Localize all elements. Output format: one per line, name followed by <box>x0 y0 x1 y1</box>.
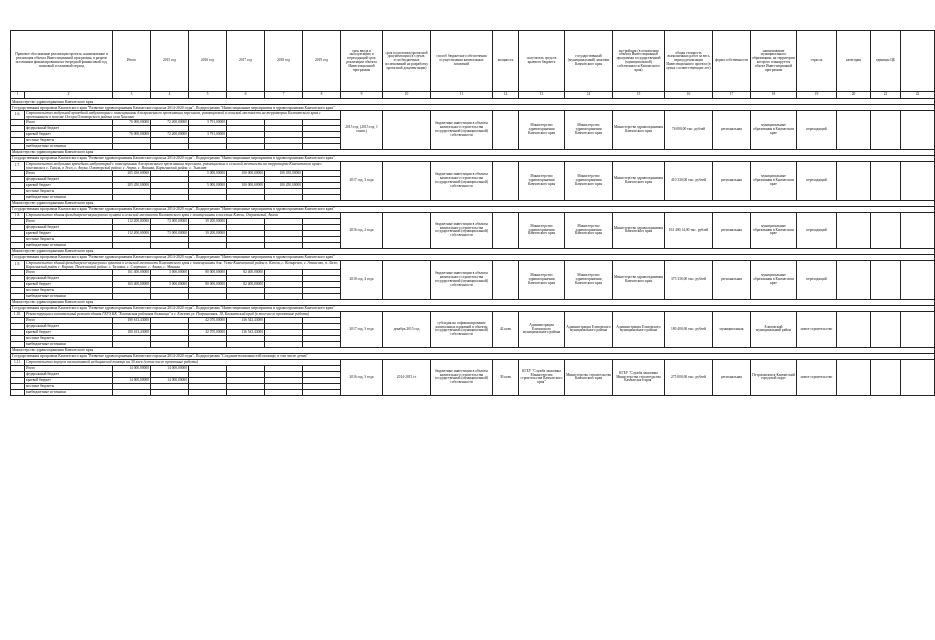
column-number: 3 <box>113 92 151 99</box>
amount-cell: 205 450,00000 <box>113 170 151 176</box>
developer-cell: Министерство здравоохранения Камчатского края <box>613 161 665 200</box>
municipality-cell: Елизовский муниципальный район <box>751 311 797 347</box>
column-number: 19 <box>797 92 837 99</box>
recipient-cell: Министерство здравоохранения Камчатского края <box>519 260 565 299</box>
amount-cell: 100 000,00000 <box>227 182 265 188</box>
amount-cell <box>151 389 189 395</box>
source-label: внебюджетные источники <box>25 293 113 299</box>
developer-cell: Министерство здравоохранения Камчатского края <box>613 212 665 248</box>
developer-cell: Министерство здравоохранения Камчатского края <box>613 111 665 150</box>
empty-cell <box>871 111 901 150</box>
ministry-label: Министерство здравоохранения Камчатского края <box>11 149 935 155</box>
prep-cell <box>383 161 431 200</box>
empty-cell <box>901 212 935 248</box>
recipient-cell: Министерство здравоохранения Камчатского края <box>519 161 565 200</box>
amount-cell: 76 000,00000 <box>113 119 151 125</box>
amount-cell: 76 000,00000 <box>113 131 151 137</box>
column-number: 1 <box>11 92 25 99</box>
ministry-label: Министерство здравоохранения Камчатского края <box>11 99 935 105</box>
amount-cell: 3 791,00000 <box>189 119 227 125</box>
object-number: 1.11. <box>11 359 25 365</box>
method-cell: бюджетные инвестиции в объекты капитального строительства государственной (муниципальной) собственности <box>431 111 493 150</box>
ownership-cell: муниципальная <box>713 311 751 347</box>
empty-cell <box>901 311 935 347</box>
cost-cell: 163 400,14,00 тыс. рублей <box>665 212 713 248</box>
header-recipient: получатель средств краевого бюджета <box>519 31 565 92</box>
source-label: краевой бюджет <box>25 329 113 335</box>
amount-cell <box>189 389 227 395</box>
header-2018: 2018 год <box>265 31 303 92</box>
deadline-cell: 2016 год, 2 года <box>341 212 383 248</box>
source-label: внебюджетные источники <box>25 242 113 248</box>
empty-cell <box>837 260 871 299</box>
amount-cell: 73 000,00000 <box>151 218 189 224</box>
column-number: 7 <box>265 92 303 99</box>
object-title: Реконструкция и капитальный ремонт здания ГБУЗ КК "Елизовская районная больница" в г. Елизово ул. Пограничная, 18, Камчатский край (в том числе проектные работы) <box>25 311 341 317</box>
method-cell: бюджетные инвестиции в объекты капитального строительства государственной (муниципальной) собственности <box>431 260 493 299</box>
source-label: федеральный бюджет <box>25 176 113 182</box>
column-number: 22 <box>901 92 935 99</box>
developer-cell: Администрация Елизовского муниципального района <box>613 311 665 347</box>
empty-cell <box>837 111 871 150</box>
empty-cell <box>871 212 901 248</box>
empty-cell <box>871 161 901 200</box>
empty-cell <box>901 260 935 299</box>
header-deadline: срок ввода в эксплуатацию и переходящий срок реализации объекта Инвестиционной программы <box>341 31 383 92</box>
prep-cell: декабрь 2015 год <box>383 311 431 347</box>
amount-cell: 112 200,00000 <box>113 230 151 236</box>
column-number: 21 <box>871 92 901 99</box>
source-label: Итого <box>25 170 113 176</box>
header-municipality: наименование муниципального образования, на территории которого планируется объект Инвестиционной программы <box>751 31 797 92</box>
object-number: 1.9. <box>11 260 25 269</box>
ownership-cell: региональная <box>713 161 751 200</box>
amount-cell <box>113 389 151 395</box>
program-label: Государственная программа Камчатского края "Развитие здравоохранения Камчатского края на 2014-2020 годы", Подпрограмма "Инвестиционные мероприятия в здравоохранении Камчатского края" <box>11 105 935 111</box>
cost-cell: 76 000,00 тыс. рублей <box>665 111 713 150</box>
amount-cell: 72 200,00000 <box>151 131 189 137</box>
amount-cell: 80 000,00000 <box>189 269 227 275</box>
column-number: 15 <box>613 92 665 99</box>
power-cell <box>493 212 519 248</box>
object-number: 1.7. <box>11 161 25 170</box>
column-number: 17 <box>713 92 751 99</box>
column-number: 11 <box>431 92 493 99</box>
source-label: федеральный бюджет <box>25 224 113 230</box>
power-cell <box>493 161 519 200</box>
deadline-cell: 2018 год, 4 года <box>341 260 383 299</box>
header-customer: государственный (муниципальный) заказчик Камчатского края <box>565 31 613 92</box>
method-cell: бюджетные инвестиции в объекты капитального строительства государственной (муниципальной) собственности <box>431 212 493 248</box>
recipient-cell: КГБУ "Служба заказчика Министерства строительства Камчатского края" <box>519 359 565 395</box>
empty-cell <box>901 111 935 150</box>
amount-cell: 180 613,43000 <box>113 317 151 323</box>
header-2015: 2015 год <box>151 31 189 92</box>
deadline-cell: 2016 год, 3 года <box>341 359 383 395</box>
municipality-cell: муниципальные образования в Камчатском крае <box>751 161 797 200</box>
customer-cell: Министерство здравоохранения Камчатского края <box>565 212 613 248</box>
amount-cell: 80 000,00000 <box>189 281 227 287</box>
amount-cell: 14 000,00000 <box>113 365 151 371</box>
ministry-label: Министерство здравоохранения Камчатского края <box>11 299 935 305</box>
object-title: Строительство модульной врачебной амбулатории с помещениями для временного проживания персонала, размещаемой в сельской местности на территории Камчатского края с проживанием в поселке Оссора Олюторского района села Хаилино <box>25 111 341 120</box>
amount-cell: 112 200,00000 <box>113 218 151 224</box>
municipality-cell: муниципальные образования в Камчатском крае <box>751 212 797 248</box>
ownership-cell: региональная <box>713 260 751 299</box>
amount-cell: 205 450,00000 <box>113 182 151 188</box>
recipient-cell: Министерство здравоохранения Камчатского края <box>519 212 565 248</box>
header-2017: 2017 год <box>227 31 265 92</box>
header-extra <box>901 31 935 92</box>
object-title-row <box>11 111 935 120</box>
header-developer: застройщик (в отношении объекта Инвестиционной программы государственной (муниципальной) собственности Камчатского края) <box>613 31 665 92</box>
prep-cell: 2014-2015 гг <box>383 359 431 395</box>
empty-cell <box>871 359 901 395</box>
ministry-label: Министерство здравоохранения Камчатского края <box>11 347 935 353</box>
amount-cell: 100 000,00000 <box>227 170 265 176</box>
amount-cell <box>265 389 303 395</box>
source-label: внебюджетные источники <box>25 341 113 347</box>
column-number: 6 <box>227 92 265 99</box>
branch-cell: новое строительство <box>797 311 837 347</box>
header-branch: отрасль <box>797 31 837 92</box>
column-number: 20 <box>837 92 871 99</box>
deadline-cell: 2017 год, 3 года <box>341 311 383 347</box>
program-label: Государственная программа Камчатского края "Развитие здравоохранения Камчатского края на 2014-2020 годы", Подпрограмма "Инвестиционные мероприятия в здравоохранении Камчатского края" <box>11 206 935 212</box>
column-number: 5 <box>189 92 227 99</box>
amount-cell: 136 543,43000 <box>227 317 265 323</box>
customer-cell: Министерство строительства Камчатского края <box>565 359 613 395</box>
amount-cell: 39 200,00000 <box>189 218 227 224</box>
recipient-cell: Администрация Елизовского муниципального района <box>519 311 565 347</box>
amount-cell: 82 400,00000 <box>227 281 265 287</box>
prep-cell <box>383 260 431 299</box>
header-method: способ бюджетного обеспечения осуществления капитальных вложений <box>431 31 493 92</box>
branch-cell: переходящий <box>797 260 837 299</box>
cost-cell: 275 000,00 тыс. рублей <box>665 359 713 395</box>
header-units: единицы ЦБ <box>871 31 901 92</box>
amount-cell: 72 200,00000 <box>151 119 189 125</box>
amount-cell: 165 400,00000 <box>113 281 151 287</box>
amount-cell: 3 791,00000 <box>189 131 227 137</box>
customer-cell: Министерство здравоохранения Камчатского края <box>565 111 613 150</box>
power-cell <box>493 260 519 299</box>
amount-cell: 39 200,00000 <box>189 230 227 236</box>
column-numbers-row <box>11 92 935 99</box>
source-label: краевой бюджет <box>25 182 113 188</box>
source-label: федеральный бюджет <box>25 371 113 377</box>
developer-cell: Министерство здравоохранения Камчатского края <box>613 260 665 299</box>
source-label: краевой бюджет <box>25 131 113 137</box>
header-2019: 2019 год <box>303 31 341 92</box>
object-number: 1.8. <box>11 212 25 218</box>
ownership-cell: региональная <box>713 212 751 248</box>
branch-cell: переходящий <box>797 111 837 150</box>
object-number: 1.10. <box>11 311 25 317</box>
column-number: 12 <box>493 92 519 99</box>
source-label: Итого <box>25 317 113 323</box>
amount-cell: 100 450,00000 <box>265 170 303 176</box>
source-label: местные бюджеты <box>25 287 113 293</box>
source-label: федеральный бюджет <box>25 323 113 329</box>
source-label: местные бюджеты <box>25 335 113 341</box>
header-ownership: форма собственности <box>713 31 751 92</box>
object-title: Строительство корпуса паллиативной медицинской помощи на 30 коек (в том числе проектные работы) <box>25 359 341 365</box>
source-label: местные бюджеты <box>25 188 113 194</box>
object-title-row <box>11 260 935 269</box>
header-2016: 2016 год <box>189 31 227 92</box>
amount-cell: 3 000,00000 <box>151 281 189 287</box>
column-number: 13 <box>519 92 565 99</box>
header-total: Итого <box>113 31 151 92</box>
branch-cell: переходящий <box>797 161 837 200</box>
recipient-cell: Министерство здравоохранения Камчатского края <box>519 111 565 150</box>
source-label: внебюджетные источники <box>25 143 113 149</box>
empty-cell <box>11 389 25 395</box>
customer-cell: Министерство здравоохранения Камчатского края <box>565 260 613 299</box>
source-label: Итого <box>25 119 113 125</box>
empty-cell <box>901 161 935 200</box>
amount-cell: 161 400,00000 <box>113 269 151 275</box>
object-number: 1.6. <box>11 111 25 120</box>
empty-cell <box>871 260 901 299</box>
column-number: 10 <box>383 92 431 99</box>
source-label: краевой бюджет <box>25 281 113 287</box>
program-label: Государственная программа Камчатского края "Развитие здравоохранения Камчатского края на 2014-2020 годы", Подпрограмма "Инвестиционные мероприятия в здравоохранении Камчатского края" <box>11 305 935 311</box>
object-title: Строительство модульных врачебных амбулаторий с помещениями для временного проживания персонала, размещаемых в сельской местности на территории Камчатского края с поселками в с. Тигиль, в Эссо, с. Апука, Олюторский район: с. Апука, с. Ивашка, Карагинский район: с. Тымлат <box>25 161 341 170</box>
investment-program-table <box>10 30 935 396</box>
amount-cell: 42 070,00000 <box>189 329 227 335</box>
source-label: Итого <box>25 218 113 224</box>
amount-cell: 14 000,00000 <box>151 377 189 383</box>
column-number: 8 <box>303 92 341 99</box>
deadline-cell: 2015 год, (2015 год, 1 основ.) <box>341 111 383 150</box>
empty-cell <box>837 311 871 347</box>
branch-cell: новое строительство <box>797 359 837 395</box>
method-cell: субсидия на софинансирование капитальных вложений в объекты государственной (муниципальной) собственности <box>431 311 493 347</box>
column-number: 4 <box>151 92 189 99</box>
amount-cell: 3 000,00000 <box>151 269 189 275</box>
cost-cell: 375 330,00 тыс. рублей <box>665 260 713 299</box>
object-title: Строительство здания фельдшерско-акушерского пункта в сельской местности Камчатского края с помещениями в поселках Ключи, Озерновский, Апача <box>25 212 341 218</box>
column-number: 18 <box>751 92 797 99</box>
cost-cell: 180 400,00 тыс. рублей <box>665 311 713 347</box>
header-prep: срок подготовки проектной документации (в случае, если бюджетных ассигнований на разработку проектной документации) <box>383 31 431 92</box>
column-number: 2 <box>25 92 113 99</box>
power-cell <box>493 111 519 150</box>
amount-cell: 136 543,43000 <box>227 329 265 335</box>
table-body <box>11 99 935 396</box>
ministry-label: Министерство здравоохранения Камчатского края <box>11 248 935 254</box>
column-number: 16 <box>665 92 713 99</box>
column-number: 14 <box>565 92 613 99</box>
municipality-cell: Петропавловск-Камчатский городской округ <box>751 359 797 395</box>
amount-cell <box>227 389 265 395</box>
deadline-cell: 2017 год, 3 года <box>341 161 383 200</box>
empty-cell <box>837 161 871 200</box>
ownership-cell: региональная <box>713 111 751 150</box>
empty-cell <box>901 359 935 395</box>
ministry-label: Министерство здравоохранения Камчатского края <box>11 200 935 206</box>
source-label: внебюджетные источники <box>25 194 113 200</box>
object-title-row <box>11 161 935 170</box>
source-label: внебюджетные источники <box>25 389 113 395</box>
method-cell: бюджетные инвестиции в объекты капитального строительства государственной (муниципальной) собственности <box>431 161 493 200</box>
amount-cell: 5 000,00000 <box>189 170 227 176</box>
source-label: местные бюджеты <box>25 383 113 389</box>
object-title: Строительство зданий фельдшерско-акушерских пунктов в сельской местности Камчатского края с помещениями для: Усть-Камчатский район п. Ключи, с. Козыревск, с. Атласово, п. Лазо; Карагинский район с. Карага, Пенжинский район: с. Таловка, с. Слаутное, с. Аянка, с. Манилы <box>25 260 341 269</box>
amount-cell: 82 400,00000 <box>227 269 265 275</box>
cost-cell: 410 330,00 тыс. рублей <box>665 161 713 200</box>
amount-cell: 14 000,00000 <box>113 377 151 383</box>
source-label: краевой бюджет <box>25 230 113 236</box>
power-cell: 42 коек <box>493 311 519 347</box>
header-category: категория <box>837 31 871 92</box>
amount-cell: 42 070,00000 <box>189 317 227 323</box>
prep-cell <box>383 111 431 150</box>
developer-cell: КГБУ "Служба заказчика Министерства строительства Камчатского края" <box>613 359 665 395</box>
source-label: местные бюджеты <box>25 236 113 242</box>
empty-cell <box>837 359 871 395</box>
header-power: мощность <box>493 31 519 92</box>
amount-cell: 180 613,43000 <box>113 329 151 335</box>
source-label: федеральный бюджет <box>25 275 113 281</box>
source-label: федеральный бюджет <box>25 125 113 131</box>
program-label: Государственная программа Камчатского края "Развитие здравоохранения Камчатского края на 2014-2020 годы", Подпрограмма "Инвестиционные мероприятия в здравоохранении Камчатского края" <box>11 155 935 161</box>
header-project: Правовое обоснование реализации проекта, наименование и реализация объекта Инвестиционной программы, в разрезе источников финансирования на очередной финансовый год, плановый и плановый период <box>11 31 113 92</box>
source-label: Итого <box>25 269 113 275</box>
program-label: Государственная программа Камчатского края "Развитие здравоохранения Камчатского края на 2014-2020 годы", Подпрограмма "Инвестиционные мероприятия в здравоохранении Камчатского края" <box>11 254 935 260</box>
power-cell: 30 коек <box>493 359 519 395</box>
prep-cell <box>383 212 431 248</box>
ownership-cell: региональная <box>713 359 751 395</box>
program-label: Государственная программа Камчатского края "Развитие здравоохранения Камчатского края на 2014-2020 годы", Подпрограмма "Создание возможностей помощи, в том числе детям" <box>11 353 935 359</box>
source-label: краевой бюджет <box>25 377 113 383</box>
header-cost: общая стоимость выполненных работ за весь период реализации Инвестиционного проекта (в ценах соответствующих лет) <box>665 31 713 92</box>
amount-cell: 73 000,00000 <box>151 230 189 236</box>
empty-cell <box>837 212 871 248</box>
column-number: 9 <box>341 92 383 99</box>
source-label: Итого <box>25 365 113 371</box>
empty-cell <box>871 311 901 347</box>
method-cell: бюджетные инвестиции в объекты капитального строительства государственной (муниципальной) собственности <box>431 359 493 395</box>
customer-cell: Министерство здравоохранения Камчатского края <box>565 161 613 200</box>
source-label: местные бюджеты <box>25 137 113 143</box>
customer-cell: Администрация Елизовского муниципального района <box>565 311 613 347</box>
amount-cell: 5 000,00000 <box>189 182 227 188</box>
empty-cell <box>303 389 341 395</box>
branch-cell: переходящий <box>797 212 837 248</box>
municipality-cell: муниципальные образования в Камчатском крае <box>751 111 797 150</box>
amount-cell: 14 000,00000 <box>151 365 189 371</box>
amount-cell: 100 450,00000 <box>265 182 303 188</box>
municipality-cell: муниципальные образования в Камчатском крае <box>751 260 797 299</box>
